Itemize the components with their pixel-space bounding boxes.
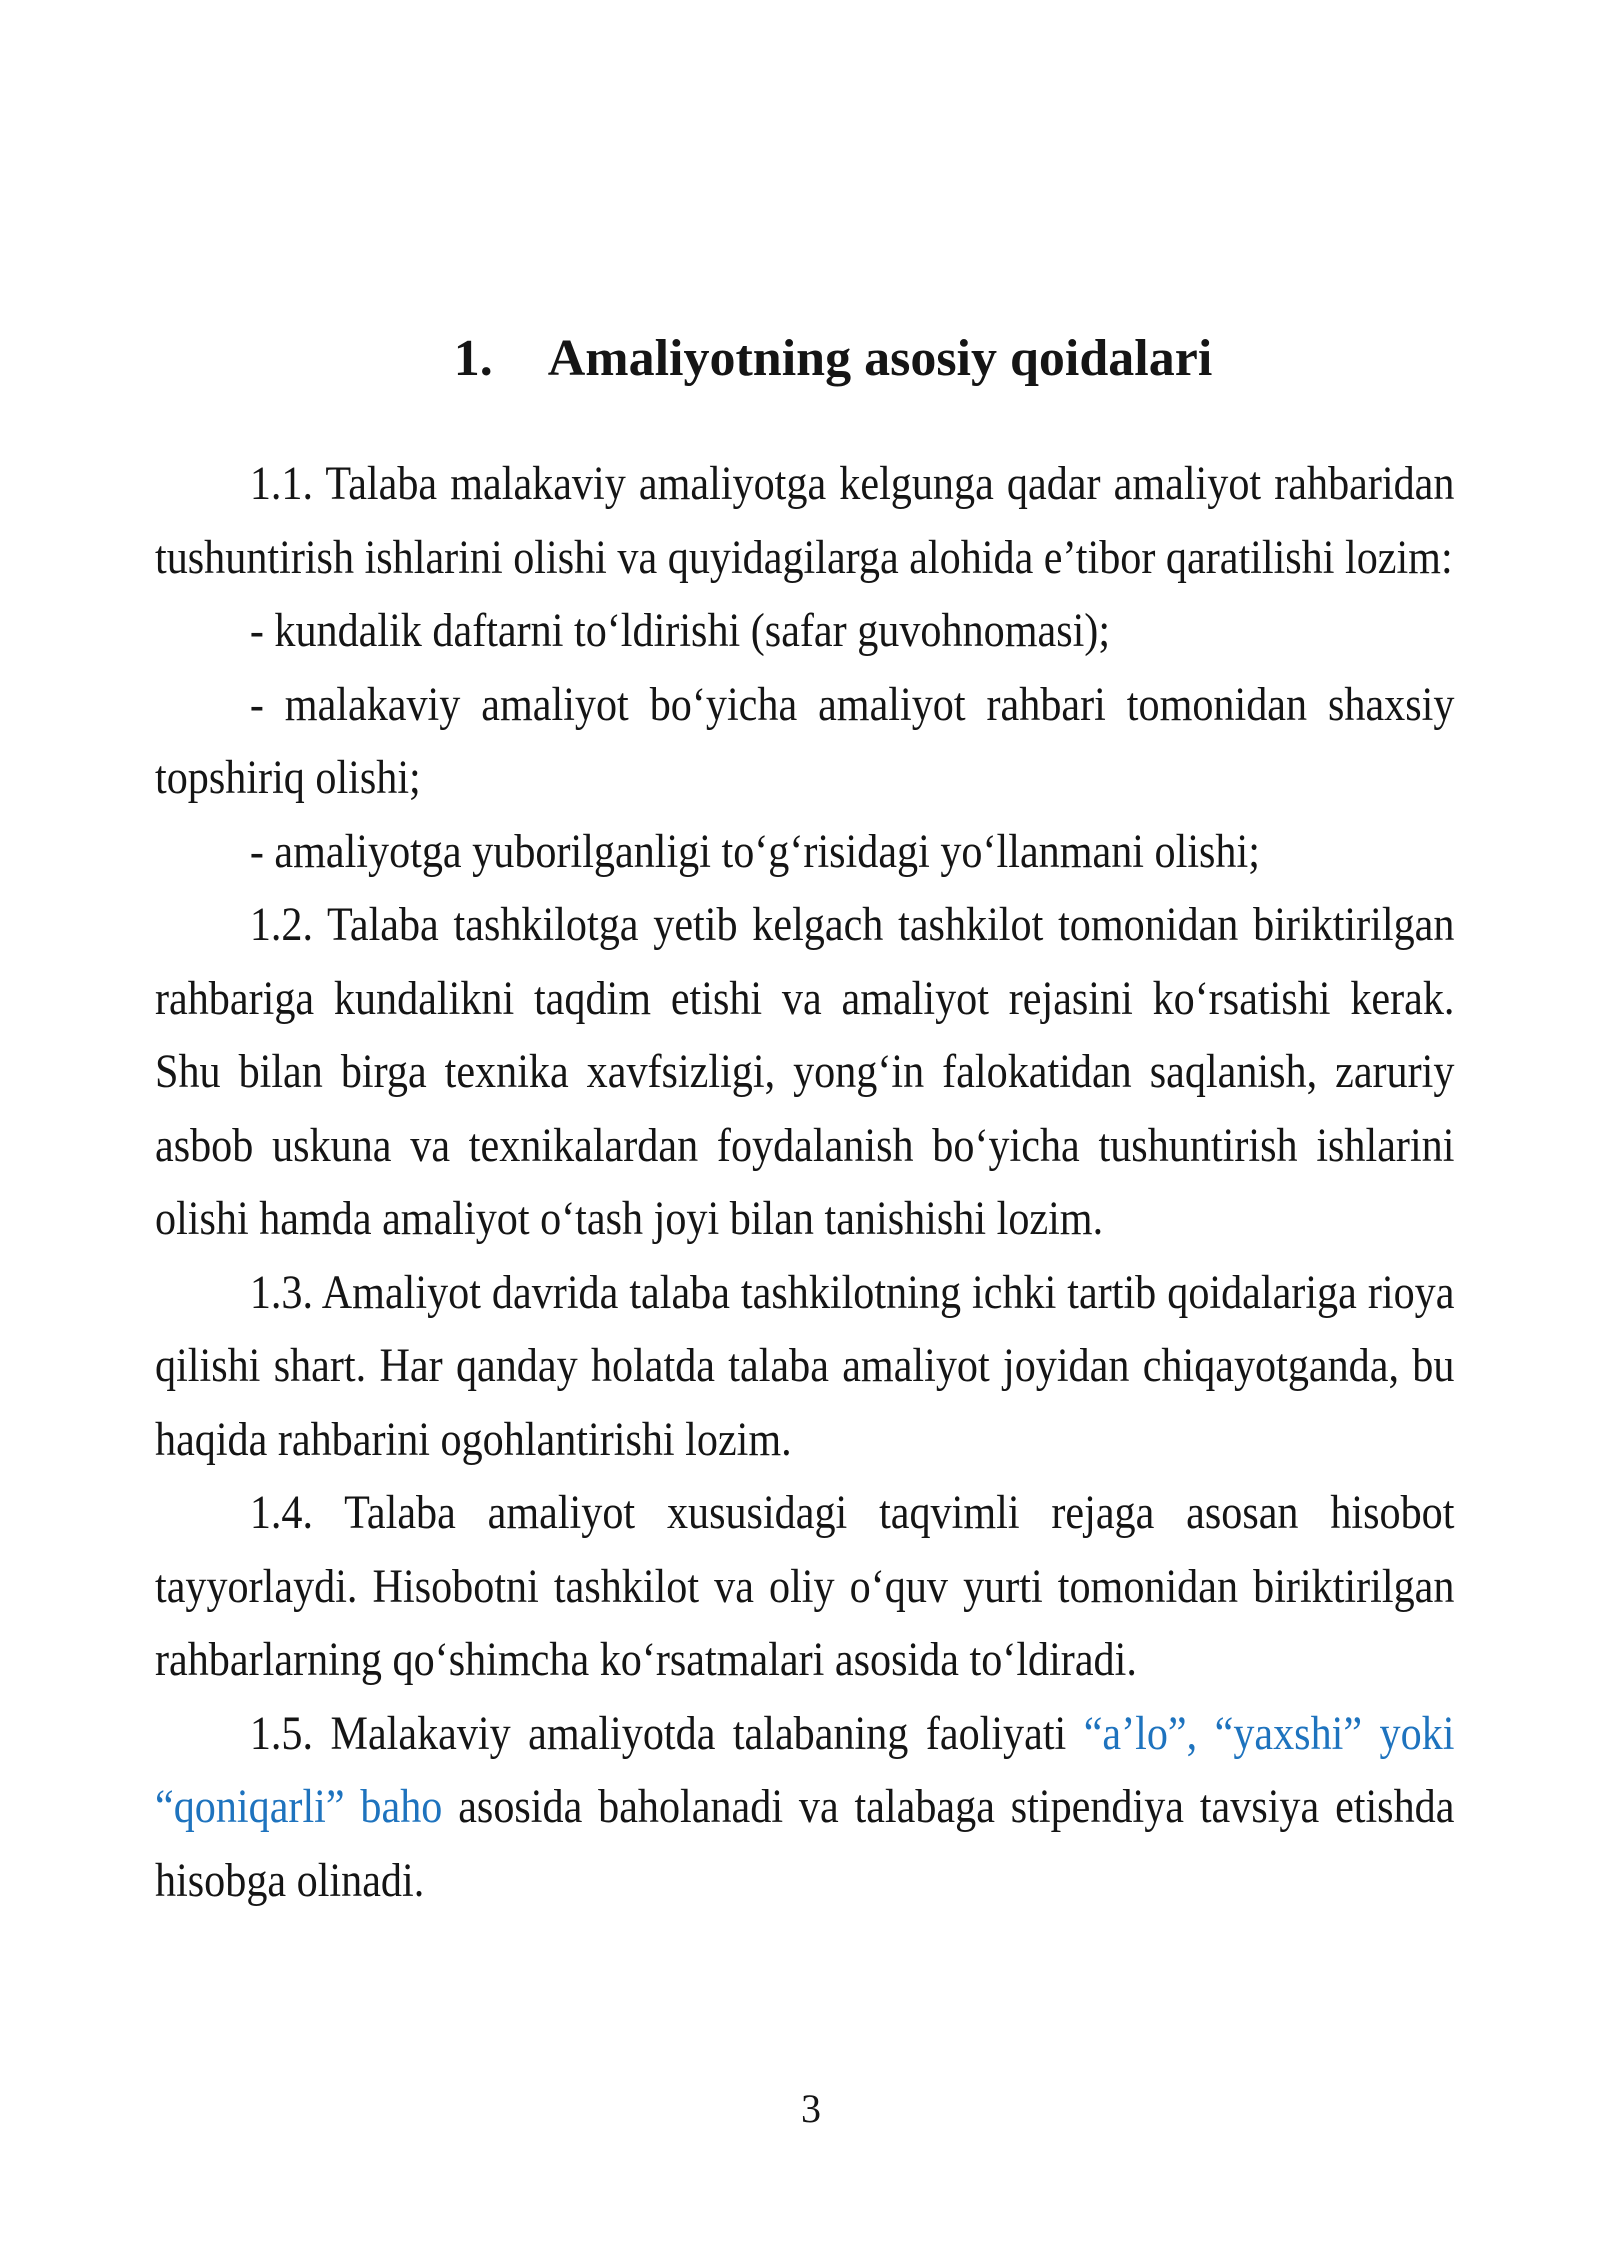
section-heading <box>0 327 1600 391</box>
bullet-item-2: - malakaviy amaliyot boʻyicha amaliyot rahbari tomonidan shaxsiy topshiriq olishi; <box>155 677 1455 804</box>
paragraph-1-2: 1.2. Talaba tashkilotga yetib kelgach tashkilot tomonidan biriktirilgan rahbariga kundalikni taqdim etishi va amaliyot rejasini koʻrsatishi kerak. Shu bilan birga texnika xavfsizligi, yongʻin falokatidan saqlanish, zaruriy asbob uskuna va texnikalardan foydalanish boʻyicha tushuntirish ishlarini olishi hamda amaliyot oʻtash joyi bilan tanishishi lozim. <box>155 898 1455 1245</box>
paragraph-1-3: 1.3. Amaliyot davrida talaba tashkilotning ichki tartib qoidalariga rioya qilishi shart. Har qanday holatda talaba amaliyot joyidan chiqayotganda, bu haqida rahbarini ogohlantirishi lozim. <box>155 1265 1455 1466</box>
paragraph-1-5 <box>155 1697 1454 1918</box>
document-body <box>155 447 1454 1917</box>
bullet-item-3: - amaliyotga yuborilganligi toʻgʻrisidagi yoʻllanmani olishi; <box>249 824 1260 878</box>
page-number: 3 <box>801 2086 821 2131</box>
section-heading-number: 1. <box>453 329 493 387</box>
paragraph-1-5-tail: asosida baholanadi va talabaga stipendiya tavsiya etishda hisobga olinadi. <box>155 1780 1455 1907</box>
grade-terms-highlight: “a’lo”, “yaxshi” yoki “qoniqarli” baho <box>155 1706 1455 1833</box>
paragraph-1-1: 1.1. Talaba malakaviy amaliyotga kelgunga qadar amaliyot rahbaridan tushuntirish ishlarini olishi va quyidagilarga alohida e’tibor qaratilishi lozim: <box>155 457 1455 584</box>
section-heading-title: Amaliyotning asosiy qoidalari <box>547 329 1213 387</box>
paragraph-1-5-lead: 1.5. Malakaviy amaliyotda talabaning faoliyati <box>249 1706 1084 1760</box>
paragraph-1-4: 1.4. Talaba amaliyot xususidagi taqvimli rejaga asosan hisobot tayyorlaydi. Hisobotni tashkilot va oliy oʻquv yurti tomonidan biriktirilgan rahbarlarning qoʻshimcha koʻrsatmalari asosida toʻldiradi. <box>155 1486 1455 1686</box>
bullet-item-1: - kundalik daftarni toʻldirishi (safar guvohnomasi); <box>249 604 1111 657</box>
